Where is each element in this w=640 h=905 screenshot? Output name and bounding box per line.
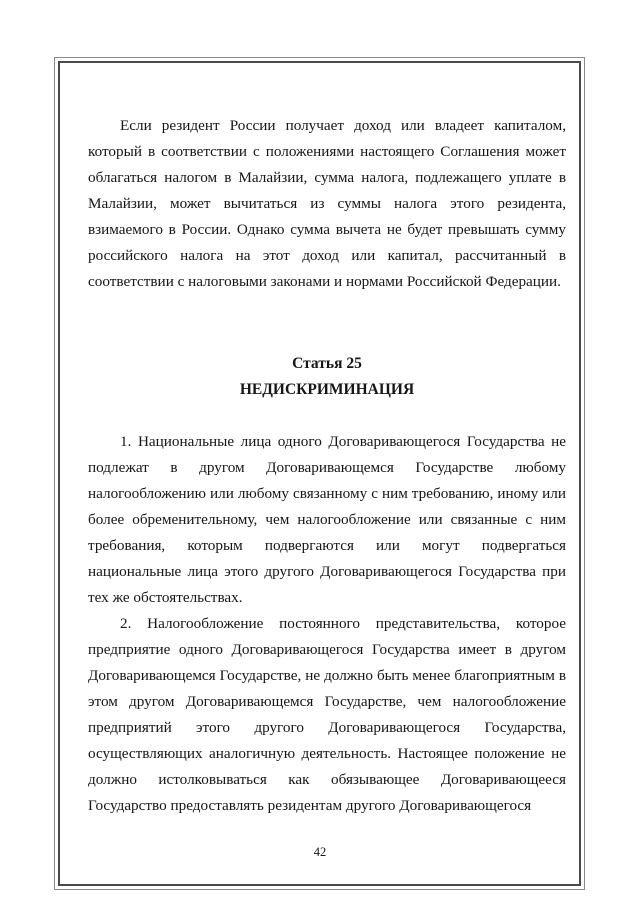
article-title: НЕДИСКРИМИНАЦИЯ [239,381,415,398]
paragraph-tax-credit: Если резидент России получает доход или владеет капиталом, который в соответствии с положениями настоящего Соглашения может облагаться налогом в Малайзии, сумма налога, подлежащего уплате в Малайзии, может вычитаться из суммы налога этого резидента, взимаемого в России. Однако сумма вычета не будет превышать сумму российского налога на этот доход или капитал, рассчитанный в соответствии с налоговыми законами и нормами Российской Федерации. [88,117,566,290]
spacer [88,403,566,429]
paragraph-clause-1: 1. Национальные лица одного Договаривающегося Государства не подлежат в другом Договаривающемся Государстве любому налогообложению или любому связанному с ним требованию, иному или более обременительному, чем налогообложение или связанные с ним требования, которым подвергаются или могут подвергаться национальные лица этого другого Договаривающегося Государства при тех же обстоятельствах. [88,433,566,606]
article-number: Статья 25 [292,355,362,372]
paragraph-clause-2: 2. Налогообложение постоянного представительства, которое предприятие одного Договаривающегося Государства имеет в другом Договаривающемся Государстве, не должно быть менее благоприятным в этом другом Договаривающемся Государстве, чем налогообложение предприятий этого другого Договаривающегося Государства, осуществляющих аналогичную деятельность. Настоящее положение не должно истолковываться как обязывающее Договаривающееся Государство предоставлять резидентам другого Договаривающегося [88,615,566,814]
page-number: 42 [313,845,327,859]
document-body [88,113,566,819]
spacer [88,295,566,351]
